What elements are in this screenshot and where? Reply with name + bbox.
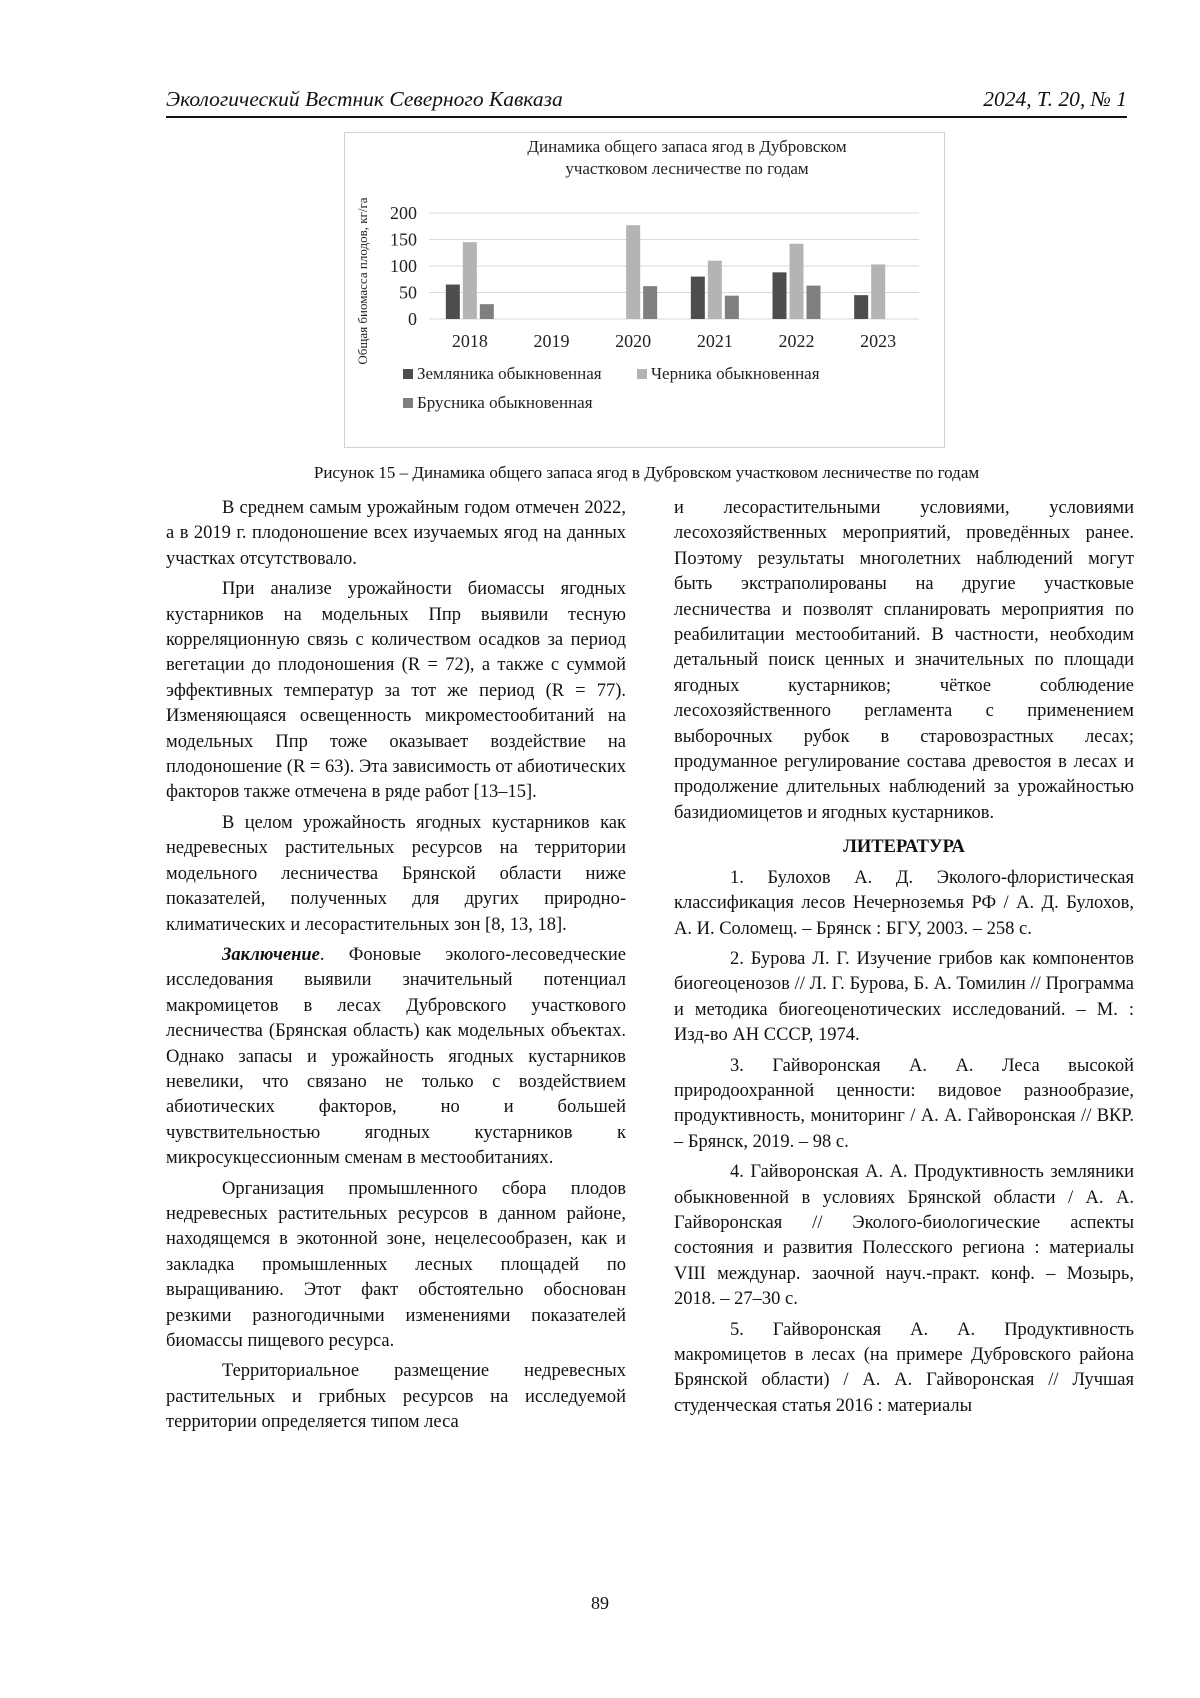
bar [790,244,804,319]
paragraph: При анализе урожайности биомассы ягодных кустарников на модельных Ппр выявили тесную корреляционную связь с количеством осадков за период вегетации до плодоношения (R = 72), а также с суммой эффективных температур за тот же период (R = 77). Изменяющаяся освещенность микроместообитаний на модельных Ппр тоже оказывает воздействие на плодоношение (R = 63). Эта зависимость от абиотических факторов также отмечена в ряде работ [13–15]. [166,579,626,803]
bar [626,225,640,319]
x-tick-label: 2021 [696,331,733,351]
bar [691,277,705,319]
conclusion-dot: . [319,944,325,965]
chart-x-ticks [452,331,896,351]
bar [725,296,739,319]
page-number: 89 [591,1593,609,1613]
bar [480,304,494,319]
bar [463,242,477,319]
reference-item: 5. Гайворонская А. А. Продуктивность макромицетов в лесах (на примере Дубровского района Брянской области) / А. А. Гайворонская // Лучшая студенческая статья 2016 : материалы [674,1319,1134,1416]
y-tick-label: 50 [399,282,417,303]
journal-title: Экологический Вестник Северного Кавказа [166,87,563,111]
legend-swatch [637,369,647,379]
chart-y-axis-label: Общая биомасса плодов, кг/га [355,197,370,365]
bar-chart [345,133,944,447]
figure-caption: Рисунок 15 – Динамика общего запаса ягод в Дубровском участковом лесничестве по годам [313,463,980,482]
right-column [674,496,1134,1419]
bar [871,264,885,319]
references-heading: ЛИТЕРАТУРА [843,837,965,858]
y-tick-label: 200 [390,203,417,223]
reference-item: 3. Гайворонская А. А. Леса высокой природоохранной ценности: видовое разнообразие, продуктивность, мониторинг / А. А. Гайворонская // ВКР. – Брянск, 2019. – 98 с. [674,1055,1134,1152]
x-tick-label: 2023 [860,331,897,351]
legend-swatch [403,398,413,408]
bar [643,286,657,319]
legend-label: Черника обыкновенная [651,364,820,383]
left-column [166,496,626,1436]
reference-item: 4. Гайворонская А. А. Продуктивность земляники обыкновенной в условиях Брянской области / А. А. Гайворонская // Эколого-биологические аспекты состояния и развития Полесского региона : материалы VIII междунар. заочной науч.-практ. конф. – Мозырь, 2018. – 27–30 с. [674,1162,1134,1310]
chart-title-line-2: участковом лесничестве по годам [565,159,809,178]
paragraph: В целом урожайность ягодных кустарников как недревесных растительных ресурсов на территории модельного лесничества Брянской области ниже показателей, полученных для других природно-климатических и лесорастительных зон [8, 13, 18]. [166,812,626,935]
running-head [166,84,1127,118]
legend-label: Брусника обыкновенная [417,393,593,412]
bar [807,286,821,319]
conclusion-paragraph [166,943,626,1172]
paragraph: Организация промышленного сбора плодов недревесных растительных ресурсов в данном районе, находящемся в экотонной зоне, нецелесообразен, как и закладка промышленных лесных площадей по выращиванию. Этот факт обстоятельно обоснован резкими разногодичными изменениями показателей биомассы пищевого ресурса. [166,1178,626,1351]
chart-y-ticks [390,203,417,329]
conclusion-lead: Заключение [222,944,320,965]
bar [446,285,460,319]
bar [854,295,868,319]
x-tick-label: 2022 [778,331,815,351]
figure-chart [344,132,945,448]
y-tick-label: 100 [390,256,417,276]
x-tick-label: 2020 [615,331,652,351]
y-tick-label: 150 [390,229,417,250]
chart-gridlines [429,213,919,319]
legend-swatch [403,369,413,379]
chart-legend [403,364,820,412]
reference-item: 1. Булохов А. Д. Эколого-флористическая классификация лесов Нечерноземья РФ / А. Д. Булохов, А. И. Соломещ. – Брянск : БГУ, 2003. – 258 с. [674,867,1134,939]
paragraph-continued: и лесорастительными условиями, условиями лесохозяйственных мероприятий, проведённых ранее. Поэтому результаты многолетних наблюдений могут быть экстраполированы на другие участковые лесничества и позволят спланировать мероприятия по реабилитации местообитаний. В частности, необходим детальный поиск ценных и значительных по площади ягодных кустарников; чёткое соблюдение лесохозяйственного регламента с применением выборочных рубок в старовозрастных лесах; продуманное регулирование состава древостоя в лесах и продолжение длительных наблюдений за урожайностью базидиомицетов и ягодных кустарников. [674,498,1134,823]
y-tick-label: 0 [408,309,417,329]
conclusion-text: Фоновые эколого-лесоведческие исследования выявили значительный потенциал макромицетов в лесах Дубровского участкового лесничества (Брянская область) как модельных объектах. Однако запасы и урожайность ягодных кустарников невелики, что связано не только с воздействием абиотических факторов, но и большей чувствительностью ягодных кустарников к микросукцессионным сменам в местообитаниях. [166,944,626,1169]
paragraph: В среднем самым урожайным годом отмечен 2022, а в 2019 г. плодоношение всех изучаемых ягод на данных участках отсутствовало. [166,498,626,569]
paragraph: Территориальное размещение недревесных растительных и грибных ресурсов на исследуемой территории определяется типом леса [166,1361,626,1433]
bar [773,272,787,319]
x-tick-label: 2019 [533,331,570,351]
chart-title-line-1: Динамика общего запаса ягод в Дубровском [527,137,847,156]
legend-label: Земляника обыкновенная [417,364,602,383]
issue-info: 2024, Т. 20, № 1 [983,87,1127,111]
bar [708,261,722,319]
reference-item: 2. Бурова Л. Г. Изучение грибов как компонентов биогеоценозов // Л. Г. Бурова, Б. А. Томилин // Программа и методика биогеоценотических исследований. – М. : Изд-во АН СССР, 1974. [674,948,1134,1046]
x-tick-label: 2018 [451,331,488,351]
